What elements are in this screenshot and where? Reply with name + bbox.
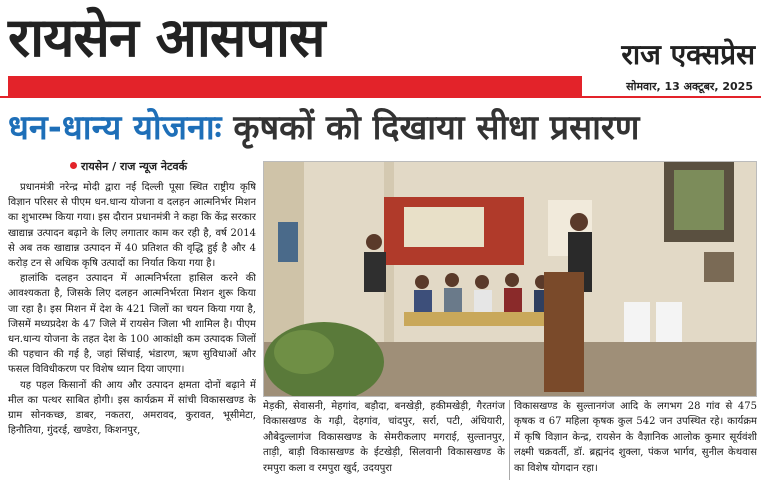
dateline: सोमवार, 13 अक्टूबर, 2025 [626,80,753,93]
headline-text: कृषकों को दिखाया सीधा प्रसारण [221,108,640,148]
headline-scheme-name: धन-धान्य योजनाः [8,108,222,148]
red-rule [0,96,761,98]
event-photo-illustration [264,162,757,397]
section-title: रायसेन आसपास [8,5,325,69]
masthead [0,0,761,78]
event-photo [263,161,757,397]
article-middle-column: मेड़की, सेवासनी, मेहगांव, बड़ौदा, बनखेड़ी, हकीमखेड़ी, गैरतगंज विकासखण्ड के गढ़ी, देहगांव, चांदपुर, सर्रा, पटी, अंधियारी, औबेदुल्लागंज विकासखण्ड के सेमरीकलाए मगराई, सुल्तानपुर, ताड़ी, बाड़ी विकासखण्ड के ईटखेड़ी, सिलवानी विकासखण्ड के रमपुरा कला व रमपुरा खुर्द, उदयपुरा [263,401,505,474]
bullet-dot-icon [70,162,77,169]
byline-text: रायसेन / राज न्यूज नेटवर्क [81,160,188,173]
column-divider [509,400,510,480]
article-left-column [8,180,256,480]
newspaper-brand: राज एक्सप्रेस [621,38,755,71]
red-band-divider [8,76,582,98]
headline [8,100,758,156]
article-right-column: विकासखण्ड के सुल्तानगंज आदि के लगभग 28 गांव से 475 कृषक व 67 महिला कृषक कुल 542 जन उपस्थित रहे। कार्यक्रम में कृषि विज्ञान केन्द्र, रायसेन के वैज्ञानिक आलोक कुमार सूर्यवंशी लक्ष्मी चक्रवर्ती, डॉ. ब्रह्मनंद शुक्ला, पंकज भार्गव, सुनील केथवास का विशेष योगदान रहा। [514,401,757,474]
article-paragraph: यह पहल किसानों की आय और उत्पादन क्षमता दोनों बढ़ाने में मील का पत्थर साबित होगी। इस कार्यक्रम में सांची विकासखण्ड के ग्राम सोनकच्छ, डाबर, नकतरा, अमरावद, कुरावत, भूसीमेटा, हिनौतिया, गुंदरई, खण्डेरा, किशनपुर, [8,379,256,437]
article-paragraph: प्रधानमंत्री नरेन्द्र मोदी द्वारा नई दिल्ली पूसा स्थित राष्ट्रीय कृषि विज्ञान परिसर से पीएम धन.धान्य योजना व दलहन आत्मनिर्भर मिशन का शुभारम्भ किया गया। इस दौरान प्रधानमंत्री ने कहा कि केंद्र सरकार खाद्यान्न उत्पादन बढ़ाने के लिए लगातार काम कर रही है, वर्ष 2014 से अब तक खाद्यान्न उत्पादन में 40 प्रतिशत की वृद्धि हुई है और 4 करोड़ टन से अधिक कृषि उत्पादों का निर्यात किया गया है। [8,182,256,270]
byline [70,159,187,175]
article-paragraph: हालांकि दलहन उत्पादन में आत्मनिर्भरता हासिल करने की आवश्यकता है, जिसके लिए दलहन आत्मनिर्भरता मिशन शुरू किया जा रहा है। इस मिशन में देश के 421 जिलों का चयन किया गया है, जिसमें मध्यप्रदेश के 47 जिले में रायसेन जिला भी शामिल है। पीएम धन.धान्य योजना के तहत देश के 100 आकांक्षी कम उत्पादक जिलों की पहचान की गई है, जहां सिंचाई, भंडारण, ऋण सुविधाओं और फसल विविधीकरण पर विशेष ध्यान दिया जाएगा। [8,273,256,376]
